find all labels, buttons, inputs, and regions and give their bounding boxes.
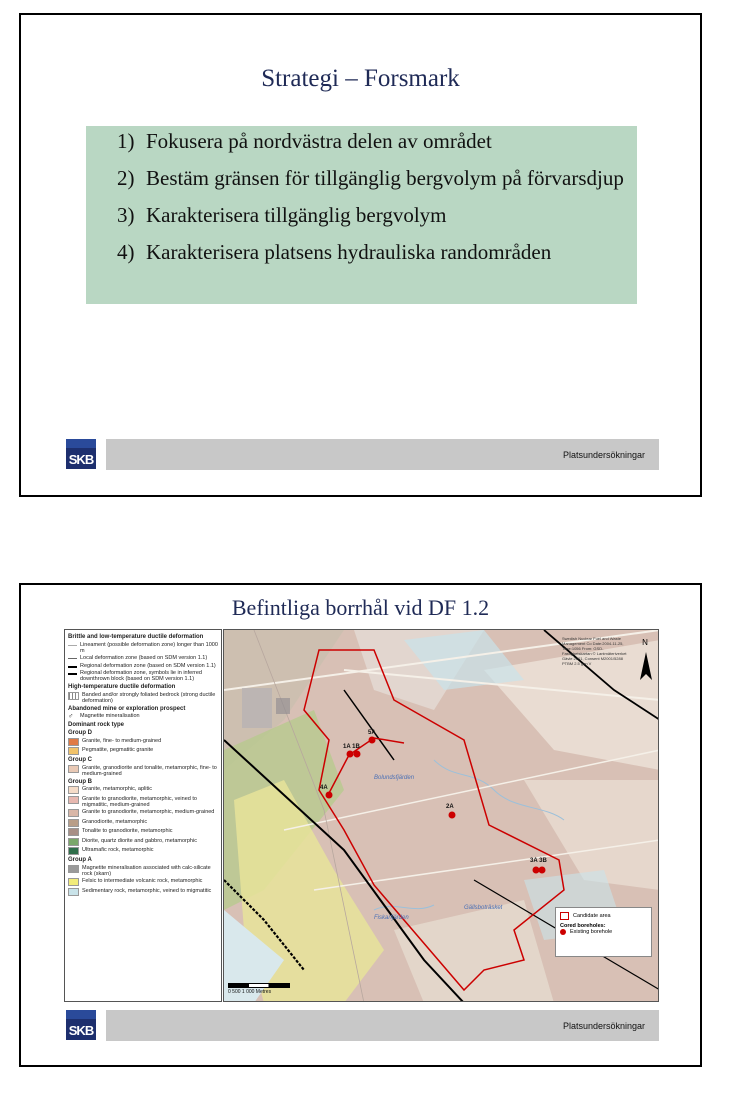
legend-entry: Banded and/or strongly foliated bedrock (strong ductile deformation) (82, 691, 216, 704)
list-item (117, 166, 637, 191)
slide-strategy (19, 13, 702, 497)
legend-entry: Granite, metamorphic, aplitic (82, 786, 152, 792)
footer-text: Platsundersökningar (562, 1021, 645, 1031)
borehole-label: 2A (446, 804, 454, 810)
borehole-label: 1A 1B (343, 744, 360, 750)
borehole-label: 4A (320, 785, 328, 791)
list-item (117, 129, 637, 154)
legend-entry: Regional deformation zone (based on SDM version 1.1) (80, 662, 216, 669)
legend-heading: Brittle and low-temperature ductile deformation (68, 634, 204, 640)
legend-entry: Candidate area (573, 913, 611, 919)
slide-boreholes (19, 583, 702, 1067)
skb-logo (66, 1010, 96, 1040)
footer-bar (106, 439, 659, 470)
legend-entry: Local deformation zone (based on SDM version 1.1) (80, 655, 208, 661)
legend-entry: Regional deformation zone, symbols lie in inferred downthrown block (based on SDM version 1.1) (80, 670, 202, 682)
legend-entry: Granite, granodiorite and tonalite, metamorphic, fine- to medium-grained (82, 764, 217, 777)
footer-bar (106, 1010, 659, 1041)
legend-entry: Granite to granodiorite, metamorphic, veined to migmatitic, medium-grained (82, 795, 197, 808)
item-text: Fokusera på nordvästra delen av området (146, 129, 492, 153)
legend-entry: Magnetite mineralisation associated with calc-silicate rock (skarn) (82, 864, 211, 877)
map-info: Swedish Nuclear Fuel and Waste Management Co Date:2004-11-25, Time:1056 From: GSD-Fastighetskartan © Lantmäteriverket Gävle 2001, Consent M2001/5288 PTBM 2.5 gon V (562, 636, 627, 666)
legend-entry: Granite, fine- to medium-grained (82, 737, 162, 744)
legend-entry: Felsic to intermediate volcanic rock, metamorphic (82, 878, 203, 884)
place-name: Gällsboträsket (464, 905, 503, 911)
legend-entry: Granite to granodiorite, metamorphic, medium-grained (82, 809, 215, 815)
legend-heading: Cored boreholes: (560, 923, 606, 929)
item-text: Bestäm gränsen för tillgänglig bergvolym på förvarsdjup (146, 166, 624, 190)
list-item (117, 240, 637, 265)
list-item (117, 203, 637, 228)
logo-text: SKB (68, 1023, 94, 1038)
strategy-list (117, 129, 637, 277)
item-number: 3) (117, 203, 135, 227)
skb-logo (66, 439, 96, 469)
legend-entry: Ultramafic rock, metamorphic (82, 847, 154, 853)
borehole-label: 3A 3B (530, 858, 547, 864)
candidate-legend (555, 907, 652, 957)
geological-map (223, 629, 659, 1002)
legend-entry: Diorite, quartz diorite and gabbro, metamorphic (82, 837, 197, 844)
place-name: Bolundsfjärden (374, 775, 415, 781)
legend-heading: Dominant rock type (68, 722, 125, 728)
legend-entry: Lineament (possible deformation zone) longer than 1000 m (80, 641, 218, 654)
place-name: Fiskarfjärden (374, 915, 409, 921)
legend-heading: High-temperature ductile deformation (68, 684, 176, 690)
legend-group: Group A (68, 857, 92, 863)
item-number: 4) (117, 240, 135, 264)
scale-label: 0 500 1 000 Metres (228, 989, 272, 995)
legend-group: Group C (68, 757, 92, 763)
logo-text: SKB (68, 452, 94, 467)
borehole-icon (560, 929, 566, 935)
slide-title: Strategi – Forsmark (261, 65, 460, 92)
legend-entry: Sedimentary rock, metamorphic, veined to migmatitic (82, 887, 212, 894)
item-text: Karakterisera tillgänglig bergvolym (146, 203, 447, 227)
legend-entry: Granodiorite, metamorphic (82, 818, 148, 825)
legend-group: Group B (68, 778, 92, 785)
item-number: 2) (117, 166, 135, 190)
legend-group: Group D (68, 730, 92, 736)
candidate-area-icon (560, 912, 569, 920)
legend-entry: Tonalite to granodiorite, metamorphic (82, 828, 173, 834)
footer-text: Platsundersökningar (562, 450, 645, 460)
map-legend: Brittle and low-temperature ductile deformation Lineament (possible deformation zone) longer than 1000 m Local deformation zone (based on SDM version 1.1) Regional deformation zone (based on SDM version 1.1) Regional deformation zone, symbols lie in inferred downthrown block (based on SDM version 1.1) High-temperature ductile deformation Banded and/or strongly foliated bedrock (strong ductile deformation) Abandoned mine or exploration prospect ♂ Magnetite mineralisation Dominant rock type Group D Granite, fine- to medium-grained Pegmatite, pegmatitic granite Group C Granite, granodiorite and tonalite, metamorphic, fine- to medium-grained Group B Granite, metamorphic, aplitic Granite to granodiorite, metamorphic, veined to migmatitic, medium-grained Granite to granodiorite, metamorphic, medium-grained Granodiorite, metamorphic Tonalite to granodiorite, metamorphic Diorite, quartz diorite and gabbro, metamorphic Ultramafic rock, metamorphic Group A Magnetite mineralisation associated with calc-silicate rock (skarn) Felsic to intermediate volcanic rock, metamorphic Sedimentary rock, metamorphic, veined to migmatitic (64, 629, 222, 1002)
borehole-label: 5A (368, 730, 376, 736)
legend-entry: Pegmatite, pegmatitic granite (82, 747, 154, 753)
legend-entry: Existing borehole (570, 929, 613, 935)
slide-title: Befintliga borrhål vid DF 1.2 (231, 595, 490, 620)
item-number: 1) (117, 129, 135, 153)
legend-heading: Abandoned mine or exploration prospect (68, 705, 186, 712)
north-arrow-icon: N (642, 638, 648, 647)
scale-bar (228, 983, 290, 995)
legend-entry: Magnetite mineralisation (80, 713, 140, 719)
item-text: Karakterisera platsens hydrauliska randområden (146, 240, 552, 264)
